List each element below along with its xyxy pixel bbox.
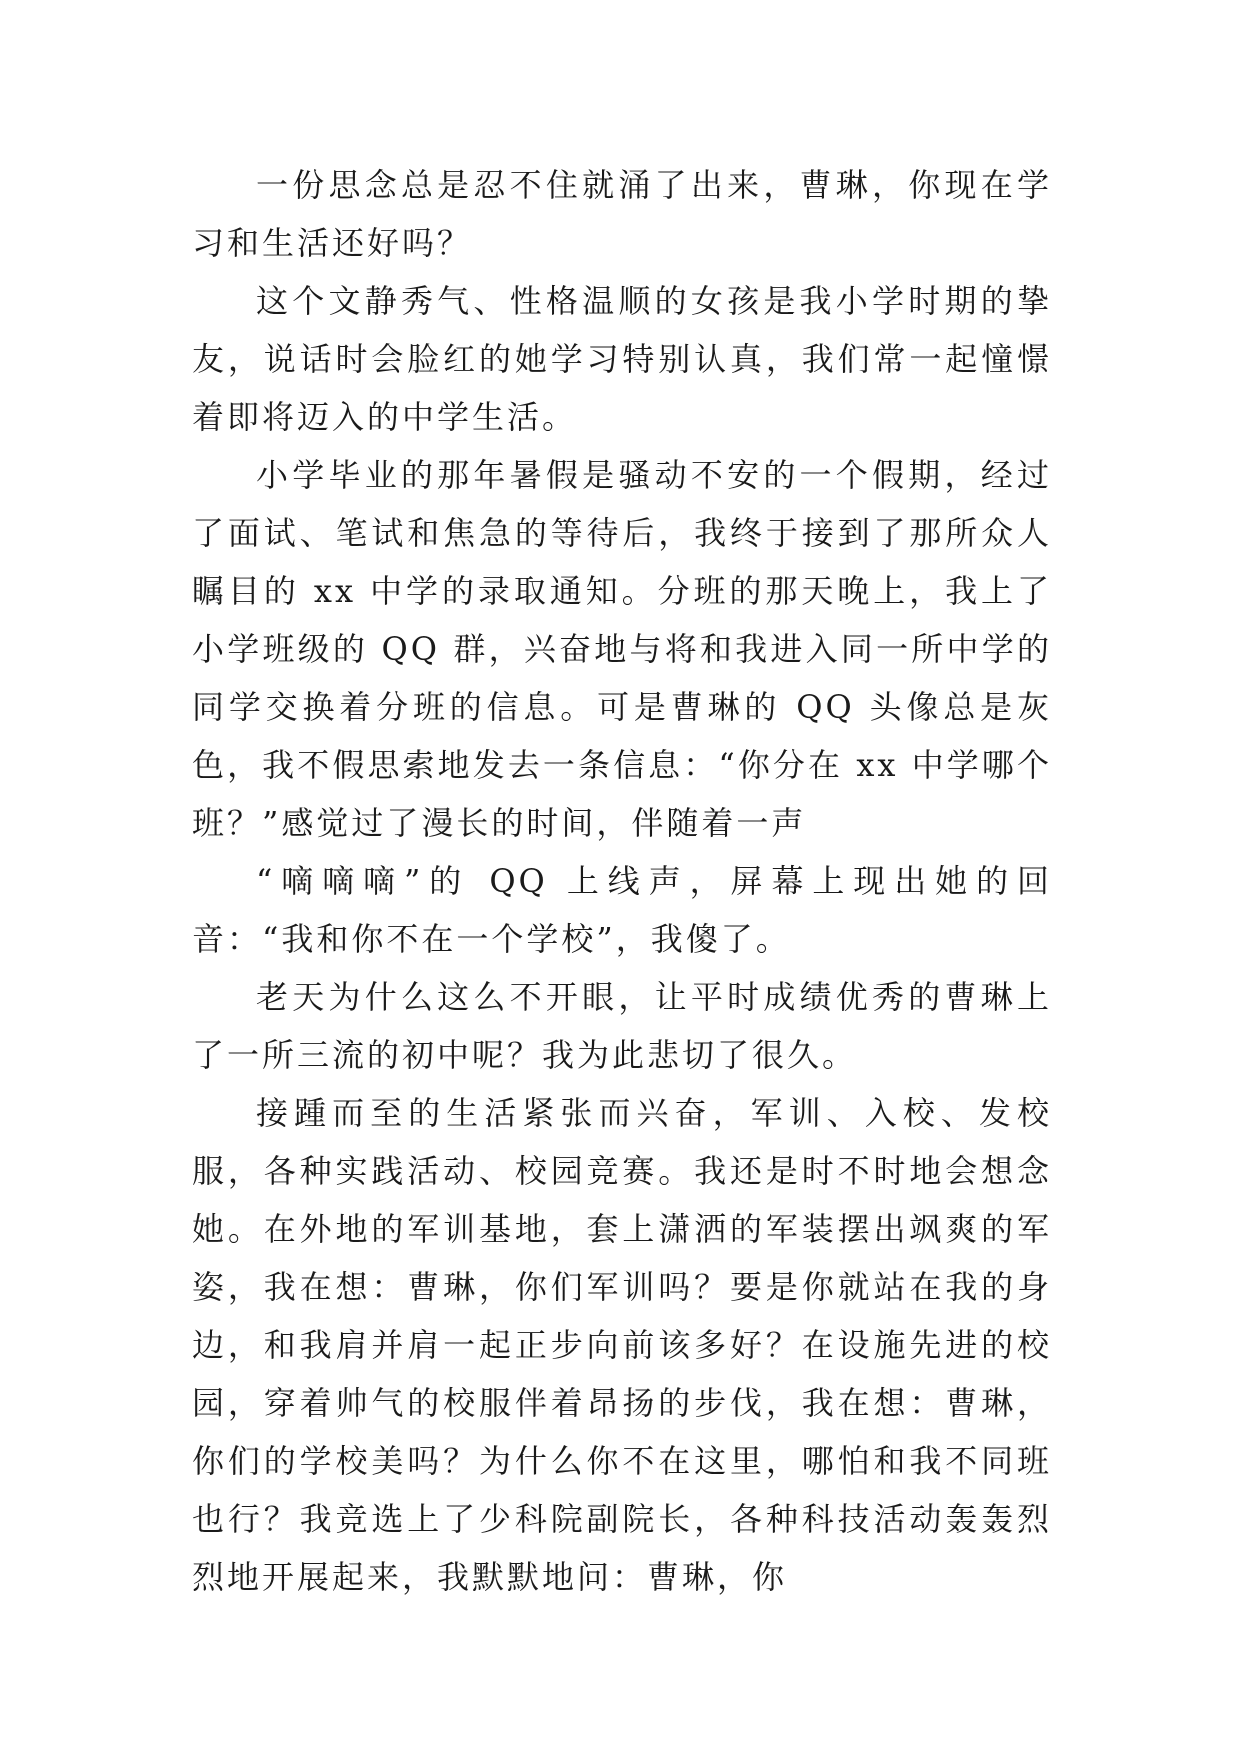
paragraph: 小学毕业的那年暑假是骚动不安的一个假期，经过了面试、笔试和焦急的等待后，我终于接到了那所众人瞩目的 xx 中学的录取通知。分班的那天晚上，我上了小学班级的 QQ 群，兴奋地与将和我进入同一所中学的同学交换着分班的信息。可是曹琳的 QQ 头像总是灰色，我不假思索地发去一条信息：“你分在 xx 中学哪个班？”感觉过了漫长的时间，伴随着一声 bbox=[192, 456, 1052, 842]
paragraph: “嘀嘀嘀”的 QQ 上线声，屏幕上现出她的回音：“我和你不在一个学校”，我傻了。 bbox=[192, 862, 1052, 958]
body-text bbox=[192, 156, 1052, 1606]
paragraph: 一份思念总是忍不住就涌了出来，曹琳，你现在学习和生活还好吗？ bbox=[192, 166, 1052, 262]
paragraph: 老天为什么这么不开眼，让平时成绩优秀的曹琳上了一所三流的初中呢？我为此悲切了很久。 bbox=[192, 978, 1052, 1074]
paragraph: 接踵而至的生活紧张而兴奋，军训、入校、发校服，各种实践活动、校园竞赛。我还是时不时地会想念她。在外地的军训基地，套上潇洒的军装摆出飒爽的军姿，我在想：曹琳，你们军训吗？要是你就站在我的身边，和我肩并肩一起正步向前该多好？在设施先进的校园，穿着帅气的校服伴着昂扬的步伐，我在想：曹琳，你们的学校美吗？为什么你不在这里，哪怕和我不同班也行？我竞选上了少科院副院长，各种科技活动轰轰烈烈地开展起来，我默默地问：曹琳，你 bbox=[192, 1094, 1052, 1596]
paragraph: 这个文静秀气、性格温顺的女孩是我小学时期的挚友，说话时会脸红的她学习特别认真，我们常一起憧憬着即将迈入的中学生活。 bbox=[192, 282, 1052, 436]
